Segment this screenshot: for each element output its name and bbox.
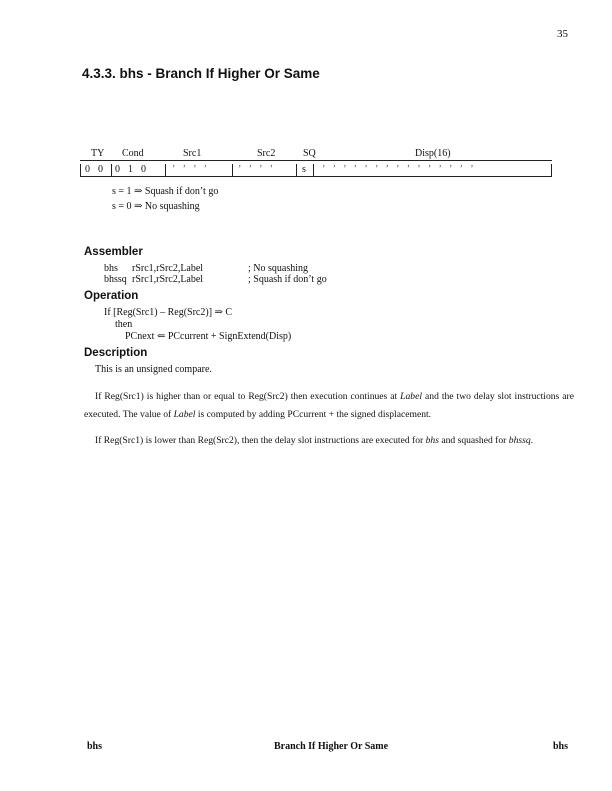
bits-src2-blank: ’ ’ ’ ’ — [238, 164, 275, 175]
assembler-mnemonic: bhssq — [104, 274, 127, 285]
footer-right: bhs — [552, 741, 568, 752]
assembler-operands: rSrc1,rSrc2,Label — [132, 263, 204, 274]
bits-ty: 0 0 — [85, 164, 104, 175]
assembler-operands: rSrc1,rSrc2,Label — [132, 274, 204, 285]
label-term: Label — [400, 391, 423, 402]
assembler-comment: ; No squashing — [248, 263, 308, 274]
text-run: If Reg(Src1) is higher than or equal to Reg(Src2) then execution continues at — [95, 391, 401, 402]
field-ty: TY — [91, 148, 105, 159]
bits-rule — [80, 176, 552, 177]
label-term: Label — [173, 409, 196, 420]
assembler-heading: Assembler — [84, 246, 143, 258]
field-src2: Src2 — [257, 148, 276, 159]
bits-disp-blank: ’ ’ ’ ’ ’ ’ ’ ’ ’ ’ ’ ’ ’ ’ ’ — [322, 164, 475, 175]
bit-divider — [313, 164, 314, 176]
page-number: 35 — [557, 28, 568, 40]
description-paragraph — [84, 388, 574, 424]
operation-line: If [Reg(Src1) – Reg(Src2)] ⇒ C — [104, 307, 233, 318]
text-run: is computed by adding PCcurrent + the signed displacement. — [195, 409, 432, 420]
bit-divider — [232, 164, 233, 176]
text-run: If Reg(Src1) is lower than Reg(Src2), then the delay slot instructions are executed for — [95, 435, 426, 446]
operation-heading: Operation — [84, 290, 139, 302]
footer-center: Branch If Higher Or Same — [274, 741, 389, 752]
bit-divider — [296, 164, 297, 176]
operation-line: then — [115, 319, 133, 330]
squash-note: s = 0 ⇒ No squashing — [112, 201, 200, 212]
section-title: 4.3.3. bhs - Branch If Higher Or Same — [82, 66, 320, 81]
field-rule — [80, 160, 552, 161]
mnemonic-term: bhssq — [508, 435, 531, 446]
footer-left: bhs — [87, 741, 103, 752]
bit-divider — [165, 164, 166, 176]
bit-divider — [80, 164, 81, 176]
operation-line: PCnext ⇐ PCcurrent + SignExtend(Disp) — [125, 331, 292, 342]
description-paragraph — [84, 432, 574, 450]
bits-src1-blank: ’ ’ ’ ’ — [172, 164, 209, 175]
description-heading: Description — [84, 347, 148, 359]
text-run: . — [530, 435, 534, 446]
text-run: and the two delay slot instructions are executed. The value of — [84, 391, 574, 420]
description-intro: This is an unsigned compare. — [95, 364, 212, 375]
field-cond: Cond — [122, 148, 144, 159]
bit-divider — [551, 164, 552, 176]
assembler-comment: ; Squash if don’t go — [248, 274, 327, 285]
bits-sq: s — [302, 164, 307, 175]
text-run: and squashed for — [438, 435, 509, 446]
field-sq: SQ — [303, 148, 316, 159]
assembler-mnemonic: bhs — [104, 263, 118, 274]
bits-cond: 0 1 0 — [115, 164, 147, 175]
bit-divider — [111, 164, 112, 176]
field-disp: Disp(16) — [415, 148, 451, 159]
field-src1: Src1 — [183, 148, 202, 159]
squash-note: s = 1 ⇒ Squash if don’t go — [112, 186, 219, 197]
mnemonic-term: bhs — [425, 435, 439, 446]
